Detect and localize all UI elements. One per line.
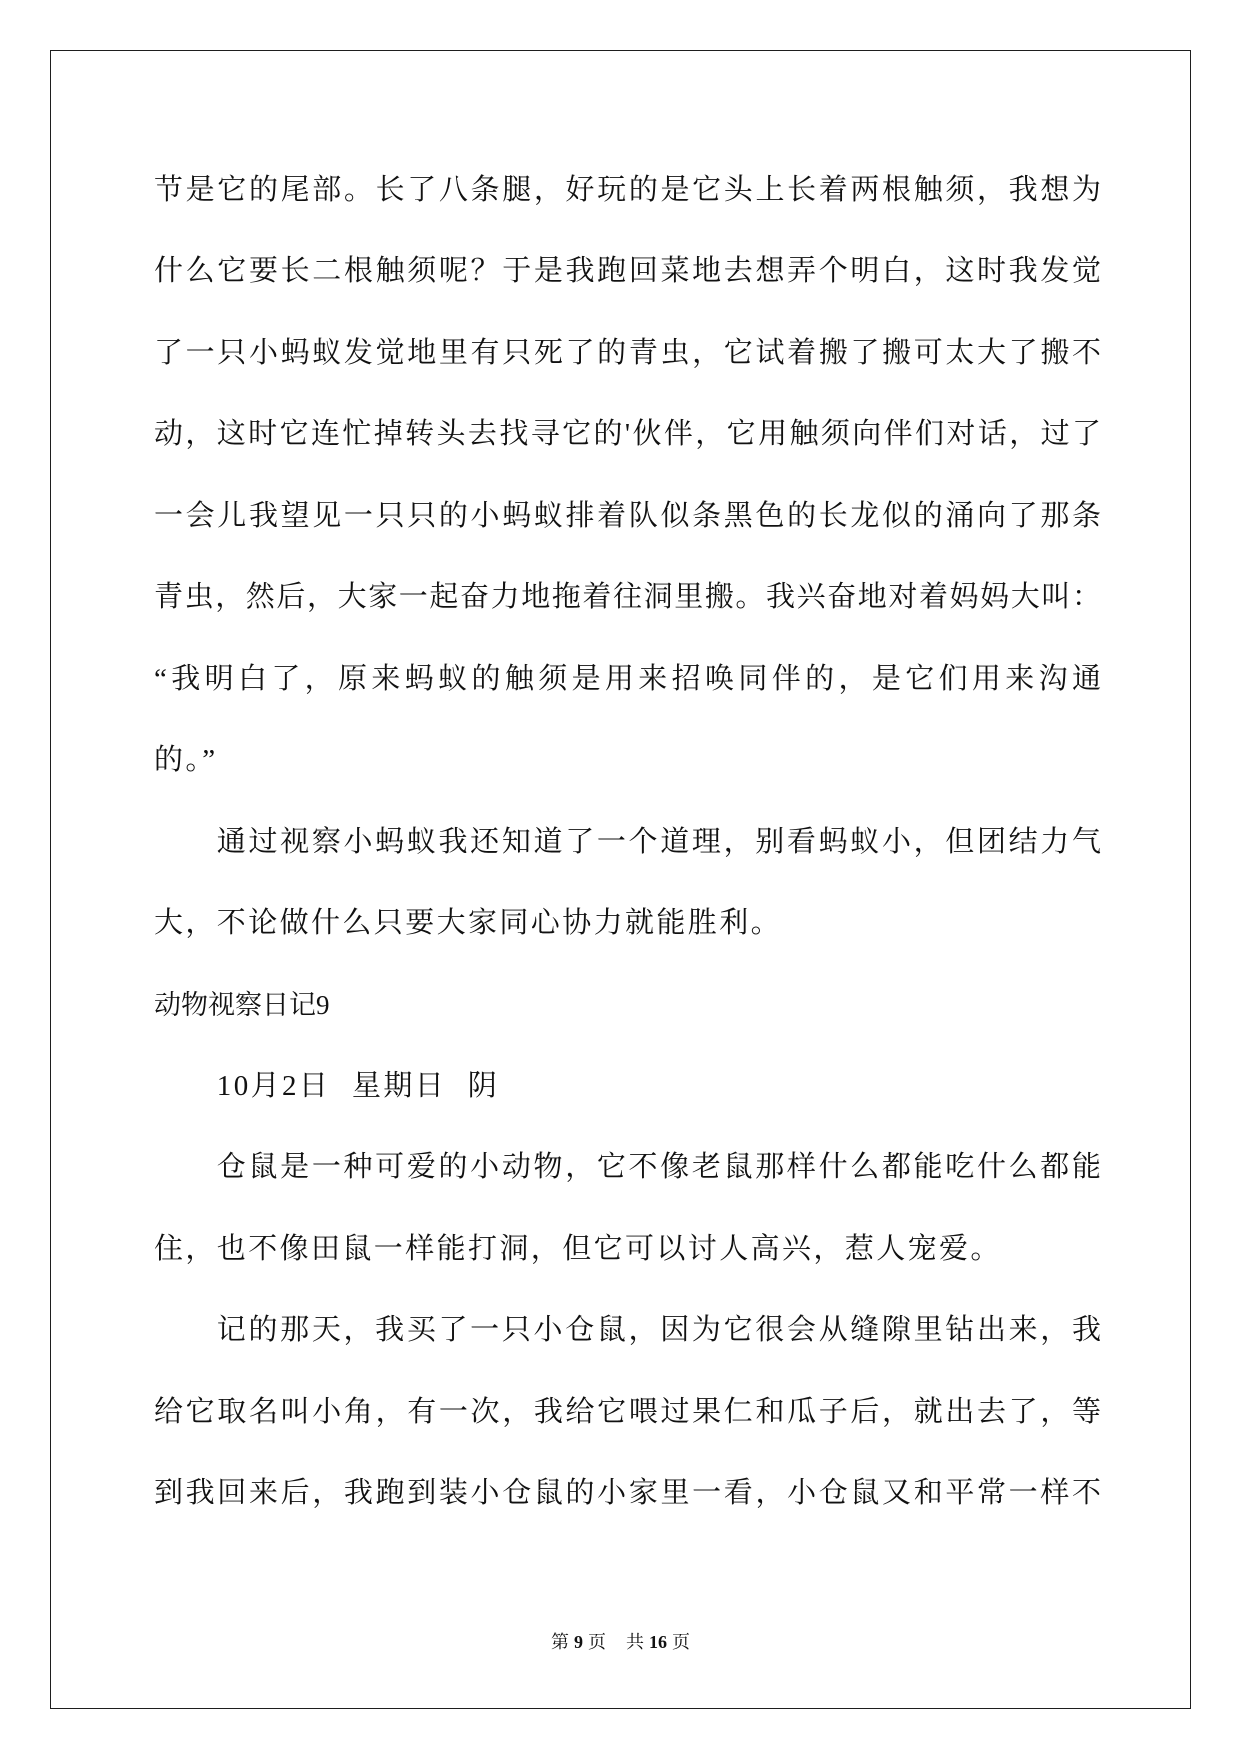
page-prefix-label: 第 (551, 1632, 569, 1652)
body-line: 动，这时它连忙掉转头去找寻它的'伙伴，它用触须向伴们对话，过了 (154, 418, 1102, 451)
total-suffix-label: 页 (672, 1632, 690, 1652)
body-line: “我明白了，原来蚂蚁的触须是用来招唤同伴的，是它们用来沟通 (154, 662, 1102, 695)
current-page-number: 9 (574, 1632, 583, 1652)
diary-entry-date: 10月2日 星期日 阴 (216, 1069, 500, 1102)
body-line: 通过视察小蚂蚁我还知道了一个道理，别看蚂蚁小，但团结力气 (216, 825, 1102, 858)
body-line: 给它取名叫小角，有一次，我给它喂过果仁和瓜子后，就出去了，等 (154, 1395, 1102, 1428)
total-prefix-label: 共 (626, 1632, 644, 1652)
body-line: 记的那天，我买了一只小仓鼠，因为它很会从缝隙里钻出来，我 (216, 1314, 1102, 1347)
body-line: 青虫，然后，大家一起奋力地拖着往洞里搬。我兴奋地对着妈妈大叫： (154, 581, 1102, 614)
current-page-indicator (551, 1632, 606, 1652)
page-suffix-label: 页 (588, 1632, 606, 1652)
hamster-intro-paragraph (154, 1127, 1102, 1290)
ant-story-paragraph (154, 150, 1102, 802)
body-line: 住，也不像田鼠一样能打洞，但它可以讨人高兴，惹人宠爱。 (154, 1232, 1002, 1265)
body-line: 节是它的尾部。长了八条腿，好玩的是它头上长着两根触须，我想为 (154, 174, 1102, 206)
body-line: 仓鼠是一种可爱的小动物，它不像老鼠那样什么都能吃什么都能 (216, 1151, 1102, 1184)
body-line: 到我回来后，我跑到装小仓鼠的小家里一看，小仓鼠又和平常一样不 (154, 1477, 1102, 1510)
diary-entry-title: 动物视察日记9 (154, 989, 330, 1020)
lesson-paragraph (154, 802, 1102, 965)
body-line: 了一只小蚂蚁发觉地里有只死了的青虫，它试着搬了搬可太大了搬不 (154, 336, 1102, 369)
total-pages-indicator (626, 1632, 690, 1652)
page-body (154, 150, 1102, 1535)
body-line: 大，不论做什么只要大家同心协力就能胜利。 (154, 907, 783, 940)
page-footer (0, 1628, 1241, 1656)
body-line: 一会儿我望见一只只的小蚂蚁排着队似条黑色的长龙似的涌向了那条 (154, 499, 1102, 532)
body-line: 的。” (154, 744, 218, 777)
total-pages-number: 16 (649, 1632, 667, 1652)
hamster-story-paragraph (154, 1290, 1102, 1534)
body-line: 什么它要长二根触须呢？于是我跑回菜地去想弄个明白，这时我发觉 (154, 255, 1102, 288)
